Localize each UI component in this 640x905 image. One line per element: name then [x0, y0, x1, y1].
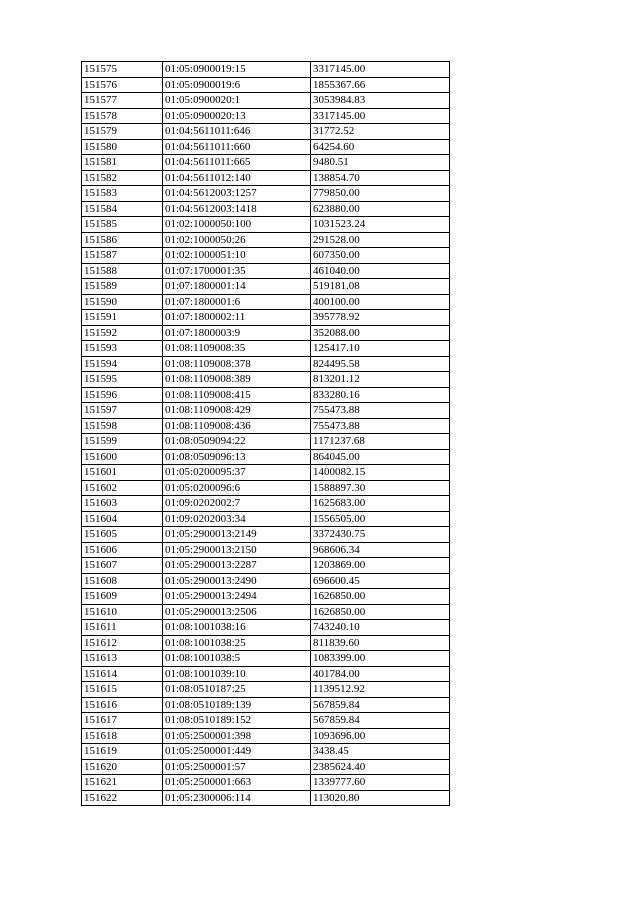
cadastral-number-cell: 01:07:1800003:9: [163, 325, 311, 341]
row-id-cell: 151593: [82, 341, 163, 357]
row-id-cell: 151581: [82, 155, 163, 171]
cadastral-number-cell: 01:09:0202003:34: [163, 511, 311, 527]
value-cell: 1855367.66: [311, 77, 450, 93]
row-id-cell: 151622: [82, 790, 163, 806]
value-cell: 1339777.60: [311, 775, 450, 791]
value-cell: 1626850.00: [311, 604, 450, 620]
cadastral-number-cell: 01:05:2900013:2149: [163, 527, 311, 543]
table-row: [82, 62, 450, 78]
cadastral-number-cell: 01:08:1109008:378: [163, 356, 311, 372]
table-row: [82, 279, 450, 295]
table-row: [82, 496, 450, 512]
value-cell: 743240.10: [311, 620, 450, 636]
value-cell: 3317145.00: [311, 108, 450, 124]
cadastral-number-cell: 01:02:1000050:100: [163, 217, 311, 233]
value-cell: 138854.70: [311, 170, 450, 186]
row-id-cell: 151577: [82, 93, 163, 109]
value-cell: 3372430.75: [311, 527, 450, 543]
value-cell: 607350.00: [311, 248, 450, 264]
value-cell: 401784.00: [311, 666, 450, 682]
table-body: [82, 62, 450, 806]
row-id-cell: 151590: [82, 294, 163, 310]
table-row: [82, 604, 450, 620]
cadastral-number-cell: 01:05:2500001:663: [163, 775, 311, 791]
cadastral-number-cell: 01:04:5612003:1418: [163, 201, 311, 217]
value-cell: 291528.00: [311, 232, 450, 248]
table-row: [82, 713, 450, 729]
row-id-cell: 151601: [82, 465, 163, 481]
value-cell: 1171237.68: [311, 434, 450, 450]
cadastral-number-cell: 01:07:1700001:35: [163, 263, 311, 279]
row-id-cell: 151587: [82, 248, 163, 264]
row-id-cell: 151608: [82, 573, 163, 589]
row-id-cell: 151576: [82, 77, 163, 93]
cadastral-number-cell: 01:08:0509094:22: [163, 434, 311, 450]
table-row: [82, 124, 450, 140]
table-row: [82, 666, 450, 682]
data-table: [81, 61, 450, 806]
cadastral-number-cell: 01:07:1800001:6: [163, 294, 311, 310]
value-cell: 779850.00: [311, 186, 450, 202]
value-cell: 1400082.15: [311, 465, 450, 481]
row-id-cell: 151579: [82, 124, 163, 140]
cadastral-number-cell: 01:08:0510187:25: [163, 682, 311, 698]
cadastral-number-cell: 01:07:1800001:14: [163, 279, 311, 295]
table-row: [82, 170, 450, 186]
cadastral-number-cell: 01:07:1800002:11: [163, 310, 311, 326]
table-row: [82, 356, 450, 372]
table-row: [82, 682, 450, 698]
value-cell: 1588897.30: [311, 480, 450, 496]
row-id-cell: 151616: [82, 697, 163, 713]
value-cell: 2385624.40: [311, 759, 450, 775]
row-id-cell: 151584: [82, 201, 163, 217]
row-id-cell: 151580: [82, 139, 163, 155]
table-row: [82, 248, 450, 264]
cadastral-number-cell: 01:08:1001038:25: [163, 635, 311, 651]
value-cell: 1626850.00: [311, 589, 450, 605]
value-cell: 824495.58: [311, 356, 450, 372]
row-id-cell: 151610: [82, 604, 163, 620]
table-row: [82, 542, 450, 558]
row-id-cell: 151578: [82, 108, 163, 124]
table-row: [82, 418, 450, 434]
table-row: [82, 697, 450, 713]
value-cell: 696600.45: [311, 573, 450, 589]
row-id-cell: 151597: [82, 403, 163, 419]
row-id-cell: 151613: [82, 651, 163, 667]
cadastral-number-cell: 01:04:5611012:140: [163, 170, 311, 186]
row-id-cell: 151615: [82, 682, 163, 698]
row-id-cell: 151607: [82, 558, 163, 574]
value-cell: 395778.92: [311, 310, 450, 326]
value-cell: 833280.16: [311, 387, 450, 403]
cadastral-number-cell: 01:04:5611011:646: [163, 124, 311, 140]
cadastral-number-cell: 01:05:0200095:37: [163, 465, 311, 481]
cadastral-number-cell: 01:08:1001038:16: [163, 620, 311, 636]
row-id-cell: 151585: [82, 217, 163, 233]
cadastral-number-cell: 01:05:2300006:114: [163, 790, 311, 806]
cadastral-number-cell: 01:05:2900013:2150: [163, 542, 311, 558]
cadastral-number-cell: 01:02:1000051:10: [163, 248, 311, 264]
row-id-cell: 151620: [82, 759, 163, 775]
value-cell: 1556505.00: [311, 511, 450, 527]
value-cell: 567859.84: [311, 697, 450, 713]
table-row: [82, 310, 450, 326]
row-id-cell: 151595: [82, 372, 163, 388]
row-id-cell: 151603: [82, 496, 163, 512]
row-id-cell: 151618: [82, 728, 163, 744]
row-id-cell: 151606: [82, 542, 163, 558]
cadastral-number-cell: 01:04:5611011:665: [163, 155, 311, 171]
value-cell: 1625683.00: [311, 496, 450, 512]
table-row: [82, 325, 450, 341]
row-id-cell: 151598: [82, 418, 163, 434]
table-row: [82, 341, 450, 357]
cadastral-number-cell: 01:05:2500001:398: [163, 728, 311, 744]
row-id-cell: 151621: [82, 775, 163, 791]
table-row: [82, 728, 450, 744]
value-cell: 3053984.83: [311, 93, 450, 109]
value-cell: 3438.45: [311, 744, 450, 760]
value-cell: 813201.12: [311, 372, 450, 388]
cadastral-number-cell: 01:05:2500001:57: [163, 759, 311, 775]
row-id-cell: 151604: [82, 511, 163, 527]
table-row: [82, 589, 450, 605]
row-id-cell: 151592: [82, 325, 163, 341]
row-id-cell: 151582: [82, 170, 163, 186]
row-id-cell: 151591: [82, 310, 163, 326]
table-row: [82, 573, 450, 589]
table-row: [82, 403, 450, 419]
row-id-cell: 151611: [82, 620, 163, 636]
value-cell: 1203869.00: [311, 558, 450, 574]
row-id-cell: 151617: [82, 713, 163, 729]
table-row: [82, 790, 450, 806]
value-cell: 567859.84: [311, 713, 450, 729]
cadastral-number-cell: 01:02:1000050:26: [163, 232, 311, 248]
cadastral-number-cell: 01:04:5612003:1257: [163, 186, 311, 202]
value-cell: 623880.00: [311, 201, 450, 217]
row-id-cell: 151614: [82, 666, 163, 682]
table-row: [82, 372, 450, 388]
cadastral-number-cell: 01:05:0900019:6: [163, 77, 311, 93]
table-row: [82, 139, 450, 155]
value-cell: 3317145.00: [311, 62, 450, 78]
cadastral-number-cell: 01:05:0200096:6: [163, 480, 311, 496]
table-row: [82, 434, 450, 450]
value-cell: 755473.88: [311, 403, 450, 419]
table-row: [82, 217, 450, 233]
table-row: [82, 744, 450, 760]
row-id-cell: 151619: [82, 744, 163, 760]
row-id-cell: 151588: [82, 263, 163, 279]
table-row: [82, 155, 450, 171]
cadastral-number-cell: 01:08:1109008:429: [163, 403, 311, 419]
cadastral-number-cell: 01:05:2900013:2287: [163, 558, 311, 574]
cadastral-number-cell: 01:05:2900013:2490: [163, 573, 311, 589]
table-row: [82, 77, 450, 93]
value-cell: 9480.51: [311, 155, 450, 171]
cadastral-number-cell: 01:08:1001039:10: [163, 666, 311, 682]
value-cell: 64254.60: [311, 139, 450, 155]
row-id-cell: 151600: [82, 449, 163, 465]
cadastral-number-cell: 01:05:0900020:13: [163, 108, 311, 124]
table-row: [82, 620, 450, 636]
cadastral-number-cell: 01:05:2500001:449: [163, 744, 311, 760]
cadastral-number-cell: 01:08:0510189:139: [163, 697, 311, 713]
value-cell: 352088.00: [311, 325, 450, 341]
cadastral-number-cell: 01:08:1001038:5: [163, 651, 311, 667]
cadastral-number-cell: 01:05:2900013:2506: [163, 604, 311, 620]
row-id-cell: 151596: [82, 387, 163, 403]
value-cell: 864045.00: [311, 449, 450, 465]
table-row: [82, 201, 450, 217]
row-id-cell: 151583: [82, 186, 163, 202]
value-cell: 1083399.00: [311, 651, 450, 667]
cadastral-number-cell: 01:05:0900019:15: [163, 62, 311, 78]
row-id-cell: 151599: [82, 434, 163, 450]
value-cell: 125417.10: [311, 341, 450, 357]
value-cell: 1031523.24: [311, 217, 450, 233]
table-row: [82, 759, 450, 775]
cadastral-number-cell: 01:05:2900013:2494: [163, 589, 311, 605]
table-row: [82, 558, 450, 574]
table-row: [82, 387, 450, 403]
value-cell: 811839.60: [311, 635, 450, 651]
value-cell: 400100.00: [311, 294, 450, 310]
table-row: [82, 294, 450, 310]
table-row: [82, 449, 450, 465]
row-id-cell: 151589: [82, 279, 163, 295]
cadastral-number-cell: 01:08:0510189:152: [163, 713, 311, 729]
cadastral-number-cell: 01:08:1109008:35: [163, 341, 311, 357]
cadastral-number-cell: 01:09:0202002:7: [163, 496, 311, 512]
value-cell: 1093696.00: [311, 728, 450, 744]
cadastral-number-cell: 01:08:0509096:13: [163, 449, 311, 465]
cadastral-number-cell: 01:08:1109008:389: [163, 372, 311, 388]
row-id-cell: 151594: [82, 356, 163, 372]
row-id-cell: 151612: [82, 635, 163, 651]
table-row: [82, 263, 450, 279]
value-cell: 461040.00: [311, 263, 450, 279]
table-row: [82, 651, 450, 667]
table-row: [82, 527, 450, 543]
table-row: [82, 186, 450, 202]
row-id-cell: 151575: [82, 62, 163, 78]
table-row: [82, 108, 450, 124]
value-cell: 31772.52: [311, 124, 450, 140]
value-cell: 113020.80: [311, 790, 450, 806]
table-row: [82, 511, 450, 527]
cadastral-number-cell: 01:04:5611011:660: [163, 139, 311, 155]
row-id-cell: 151602: [82, 480, 163, 496]
row-id-cell: 151586: [82, 232, 163, 248]
table-row: [82, 480, 450, 496]
table-row: [82, 465, 450, 481]
table-row: [82, 775, 450, 791]
value-cell: 755473.88: [311, 418, 450, 434]
cadastral-number-cell: 01:05:0900020:1: [163, 93, 311, 109]
row-id-cell: 151609: [82, 589, 163, 605]
row-id-cell: 151605: [82, 527, 163, 543]
value-cell: 968606.34: [311, 542, 450, 558]
cadastral-number-cell: 01:08:1109008:436: [163, 418, 311, 434]
value-cell: 519181.08: [311, 279, 450, 295]
table-row: [82, 93, 450, 109]
table-row: [82, 635, 450, 651]
value-cell: 1139512.92: [311, 682, 450, 698]
cadastral-number-cell: 01:08:1109008:415: [163, 387, 311, 403]
table-row: [82, 232, 450, 248]
